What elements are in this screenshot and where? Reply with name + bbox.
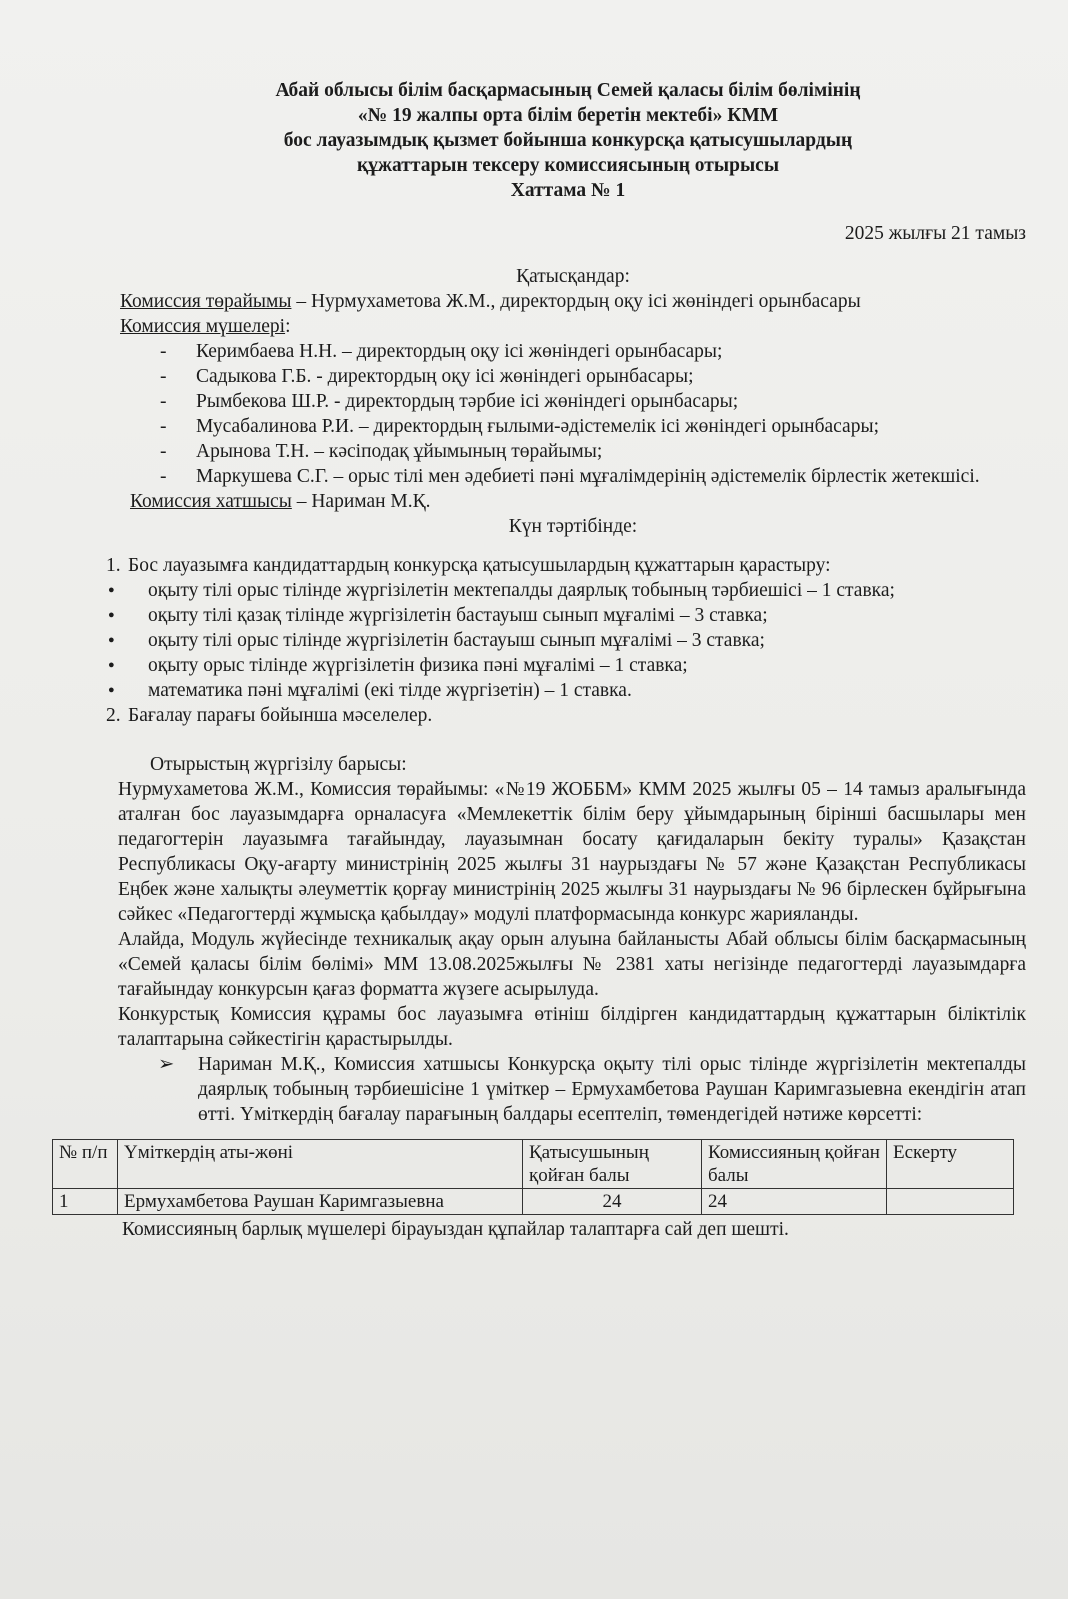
member-item: - Садыкова Г.Б. - директордың оқу ісі жөніндегі орынбасары; xyxy=(160,364,1026,389)
conclusion: Комиссияның барлық мүшелері бірауыздан құпайлар талаптарға сай деп шешті. xyxy=(122,1219,789,1240)
chair-line xyxy=(120,289,1026,314)
table-header-row xyxy=(53,1140,1014,1189)
members-label: Комиссия мүшелері xyxy=(120,316,286,337)
vacancy-item: ● оқыту тілі орыс тілінде жүргізілетін бастауыш сынып мұғалімі – 3 ставка; xyxy=(106,628,1026,653)
document-header xyxy=(110,78,1026,203)
secretary-line xyxy=(130,489,1026,514)
member-item: - Мусабалинова Р.И. – директордың ғылыми-әдістемелік ісі жөніндегі орынбасары; xyxy=(160,414,1026,439)
member-item: - Керимбаева Н.Н. – директордың оқу ісі жөніндегі орынбасары; xyxy=(160,339,1026,364)
cell-note xyxy=(887,1189,1014,1215)
cell-participant-score: 24 xyxy=(523,1189,702,1215)
header-participant-score: Қатысушының қойған балы xyxy=(523,1140,702,1189)
header-line: бос лауазымдық қызмет бойынша конкурсқа қатысушылардың xyxy=(283,130,853,151)
vacancy-item: ● оқыту тілі қазақ тілінде жүргізілетін бастауыш сынып мұғалімі – 3 ставка; xyxy=(106,603,1026,628)
proceedings-paragraph: Нурмухаметова Ж.М., Комиссия төрайымы: «№19 ЖОББМ» КММ 2025 жылғы 05 – 14 тамыз аралығында аталған бос лауазымдарға орналасуға «Мемлекеттік білім беру ұйымдарының бірінші басшылары мен педагогтерін лауазымға тағайындау, лауазымнан босату қағидаларын бекіту туралы» Қазақстан Республикасы Оқу-ағарту министрінің 2025 жылғы 31 наурыздағы № 57 және Қазақстан Республикасы Еңбек және халықты әлеуметтік қорғау министрінің 2025 жылғы 31 наурыздағы № 96 бірлескен бұйрығына сәйкес «Педагогтерді жұмысқа қабылдау» модулі платформасында конкурс жарияланды. xyxy=(118,779,1026,925)
members-colon: : xyxy=(285,316,291,337)
header-line: құжаттарын тексеру комиссиясының отырысы xyxy=(356,155,780,176)
agenda-item-1 xyxy=(106,553,1026,578)
vacancy-item: ● математика пәні мұғалімі (екі тілде жүргізетін) – 1 ставка. xyxy=(106,678,1026,703)
agenda-item-text: Бос лауазымға кандидаттардың конкурсқа қатысушылардың құжаттарын қарастыру: xyxy=(128,555,831,576)
proceedings-paragraph: Алайда, Модуль жүйесінде техникалық ақау орын алуына байланысты Абай облысы білім басқармасының «Семей қаласы білім бөлімі» ММ 13.08.2025жылғы № 2381 хаты негізінде педагогтерді лауазымдарға тағайындау конкурсын қағаз форматта жүзеге асырылуда. xyxy=(118,929,1026,1000)
member-item: - Рымбекова Ш.Р. - директордың тәрбие ісі жөніндегі орынбасары; xyxy=(160,389,1026,414)
header-line: Абай облысы білім басқармасының Семей қаласы білім бөлімінің xyxy=(275,80,861,101)
chair-text: – Нурмухаметова Ж.М., директордың оқу ісі жөніндегі орынбасары xyxy=(291,291,861,312)
secretary-report xyxy=(158,1052,1026,1127)
vacancy-item: ● оқыту орыс тілінде жүргізілетін физика пәні мұғалімі – 1 ставка; xyxy=(106,653,1026,678)
arrow-bullet-icon: ➢ xyxy=(158,1054,175,1075)
proceedings-paragraph: Конкурстық Комиссия құрамы бос лауазымға өтініш білдірген кандидаттардың құжаттарын біліктілік талаптарына сәйкестігін қарастырылды. xyxy=(118,1004,1026,1050)
members-line xyxy=(120,314,1026,339)
member-item: - Арынова Т.Н. – кәсіподақ ұйымының төрайымы; xyxy=(160,439,1026,464)
table-row xyxy=(53,1189,1014,1215)
cell-number: 1 xyxy=(53,1189,118,1215)
agenda-item-number: 2. xyxy=(106,705,121,726)
header-line: «№ 19 жалпы орта білім беретін мектебі» КММ xyxy=(357,105,779,126)
agenda-item-number: 1. xyxy=(106,555,121,576)
cell-commission-score: 24 xyxy=(702,1189,887,1215)
participants-title: Қатысқандар: xyxy=(516,266,630,287)
proceedings-title: Отырыстың жүргізілу барысы: xyxy=(150,754,407,775)
protocol-number: Хаттама № 1 xyxy=(510,180,626,201)
agenda-item-2 xyxy=(106,703,1026,728)
header-commission-score: Комиссияның қойған балы xyxy=(702,1140,887,1189)
agenda xyxy=(106,553,1026,728)
document-date: 2025 жылғы 21 тамыз xyxy=(844,223,1026,244)
header-note: Ескерту xyxy=(887,1140,1014,1189)
header-number: № п/п xyxy=(53,1140,118,1189)
scores-table xyxy=(52,1139,1014,1215)
cell-candidate: Ермухамбетова Раушан Каримгазыевна xyxy=(118,1189,523,1215)
agenda-item-text: Бағалау парағы бойынша мәселелер. xyxy=(128,705,433,726)
vacancy-item: ● оқыту тілі орыс тілінде жүргізілетін мектепалды даярлық тобының тәрбиешісі – 1 ставка; xyxy=(106,578,1026,603)
secretary-report-text: Нариман М.Қ., Комиссия хатшысы Конкурсқа оқыту тілі орыс тілінде жүргізілетін мектепалды даярлық тобының тәрбиешісіне 1 үміткер – Ермухамбетова Раушан Каримгазыевна екендігін атап өтті. Үміткердің бағалау парағының балдары есептеліп, төмендегідей нәтиже көрсетті: xyxy=(198,1054,1026,1125)
secretary-text: – Нариман М.Қ. xyxy=(291,491,431,512)
header-candidate: Үміткердің аты-жөні xyxy=(118,1140,523,1189)
members-list xyxy=(120,339,1026,489)
secretary-label: Комиссия хатшысы xyxy=(130,491,292,512)
agenda-title: Күн тәртібінде: xyxy=(508,516,638,537)
member-item: - Маркушева С.Г. – орыс тілі мен әдебиеті пәні мұғалімдерінің әдістемелік бірлестік жетекшісі. xyxy=(160,464,1026,489)
vacancy-list xyxy=(106,578,1026,703)
chair-label: Комиссия төрайымы xyxy=(120,291,292,312)
